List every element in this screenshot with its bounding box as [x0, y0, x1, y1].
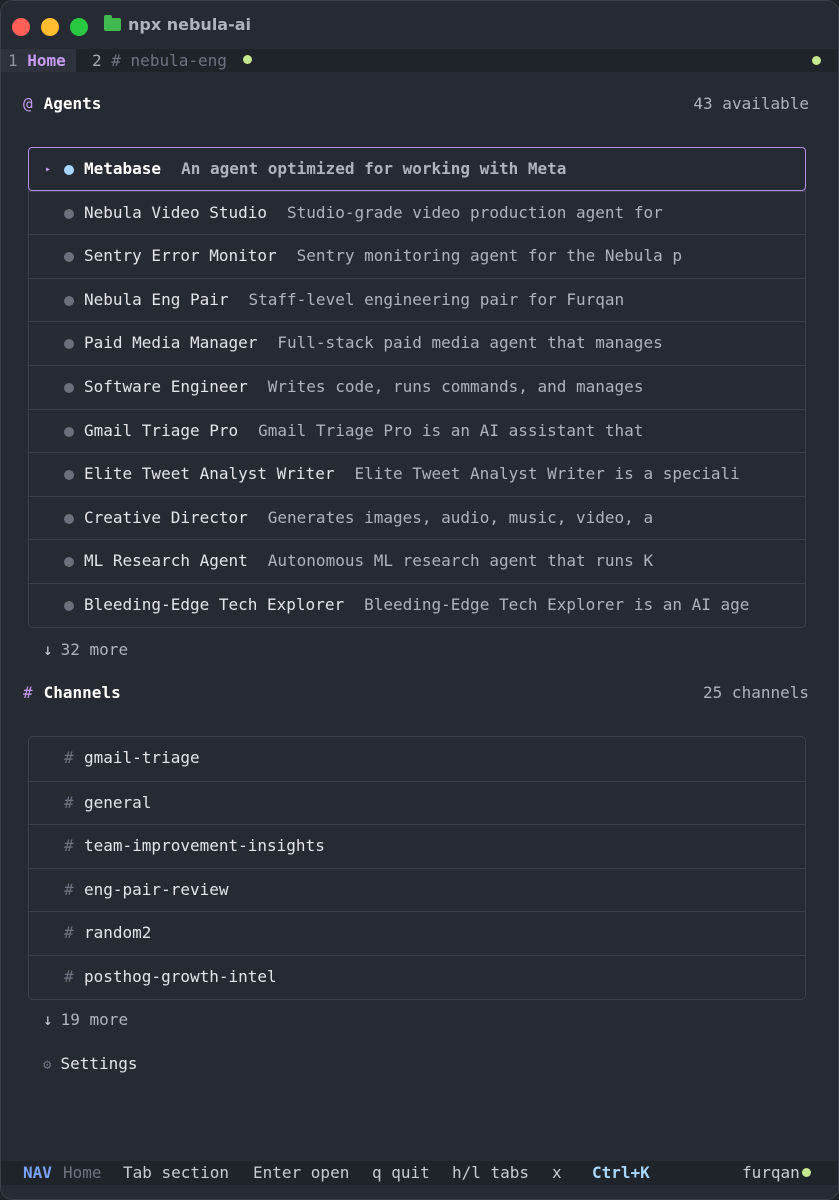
agent-name — [84, 235, 682, 277]
tab-label: Home — [27, 51, 66, 70]
hash-icon: # — [23, 683, 33, 702]
tab-label: # nebula-eng — [111, 51, 227, 70]
agents-list — [28, 147, 806, 628]
agent-status-dot-icon — [64, 209, 74, 219]
agent-name — [84, 497, 653, 539]
agent-status-dot-icon — [64, 252, 74, 262]
channel-row[interactable] — [29, 781, 805, 825]
settings-label: Settings — [60, 1054, 138, 1073]
agent-status-dot-icon — [64, 383, 74, 393]
agent-name — [84, 410, 643, 452]
connection-status-dot-icon — [812, 56, 821, 65]
agent-name — [84, 148, 566, 190]
agent-row[interactable] — [29, 278, 805, 322]
at-sign-icon: @ — [23, 94, 33, 113]
agent-row[interactable] — [29, 321, 805, 365]
agent-name-text: ML Research Agent — [84, 551, 248, 571]
channel-row[interactable] — [29, 737, 805, 781]
agent-status-dot-icon — [64, 557, 74, 567]
hash-icon: # — [64, 748, 74, 767]
agent-row[interactable] — [29, 452, 805, 496]
mode-indicator: NAV — [23, 1163, 52, 1182]
agent-name — [84, 584, 749, 626]
agent-description: Studio-grade video production agent for — [287, 202, 663, 222]
agent-description: An agent optimized for working with Meta — [181, 159, 567, 178]
agents-more-label: 32 more — [60, 640, 129, 659]
agent-name — [84, 322, 663, 364]
agent-description: Full-stack paid media agent that manages — [277, 333, 663, 353]
agent-row[interactable] — [29, 191, 805, 235]
gear-icon: ⚙ — [43, 1057, 52, 1073]
channels-more-link[interactable] — [43, 1009, 128, 1031]
agent-status-dot-icon — [64, 427, 74, 437]
hash-icon: # — [64, 879, 74, 899]
channel-name: random2 — [84, 923, 152, 943]
status-bar — [1, 1161, 838, 1185]
agent-row[interactable] — [29, 496, 805, 540]
agent-name — [84, 279, 624, 321]
agent-name-text: Sentry Error Monitor — [84, 246, 277, 266]
hash-icon: # — [64, 792, 74, 812]
agent-description: Elite Tweet Analyst Writer is a speciali — [354, 464, 740, 484]
hint-quit: q quit — [372, 1163, 430, 1182]
channel-row[interactable] — [29, 824, 805, 868]
hint-enter-open: Enter open — [253, 1163, 350, 1182]
agent-name-text: Bleeding-Edge Tech Explorer — [84, 594, 345, 614]
channel-row[interactable] — [29, 868, 805, 912]
tab-index: 1 — [8, 51, 18, 70]
agent-name — [84, 192, 663, 234]
arrow-down-icon: ↓ — [43, 640, 53, 659]
username: furqan — [742, 1163, 800, 1182]
hint-tab-section: Tab section — [123, 1163, 229, 1182]
agent-name — [84, 540, 653, 582]
channel-name: eng-pair-review — [84, 879, 229, 899]
caret-right-icon: ▸ — [45, 164, 52, 175]
agents-count: 43 available — [693, 94, 809, 113]
agent-name-text: Nebula Video Studio — [84, 202, 268, 222]
agent-status-dot-icon — [64, 165, 74, 175]
agent-name-text: Software Engineer — [84, 376, 248, 396]
unread-dot-icon — [243, 55, 252, 64]
agent-name — [84, 453, 740, 495]
channels-list — [28, 736, 806, 1000]
hash-icon: # — [64, 966, 74, 986]
window-title-group — [104, 15, 251, 34]
zoom-window-button[interactable] — [70, 18, 88, 36]
agent-row[interactable] — [29, 234, 805, 278]
tab-nebula-eng[interactable] — [85, 49, 262, 72]
channel-row[interactable] — [29, 955, 805, 999]
agent-status-dot-icon — [64, 514, 74, 524]
agents-title: Agents — [43, 94, 102, 113]
minimize-window-button[interactable] — [41, 18, 59, 36]
agent-status-dot-icon — [64, 601, 74, 611]
agent-name — [84, 366, 643, 408]
hash-icon: # — [64, 836, 74, 856]
agent-status-dot-icon — [64, 470, 74, 480]
settings-item[interactable] — [43, 1053, 138, 1076]
hash-icon: # — [64, 923, 74, 943]
agent-status-dot-icon — [64, 339, 74, 349]
channels-more-label: 19 more — [60, 1010, 129, 1029]
online-status-dot-icon — [802, 1168, 811, 1177]
agent-description: Sentry monitoring agent for the Nebula p — [296, 246, 682, 266]
agent-description: Gmail Triage Pro is an AI assistant that — [258, 420, 644, 440]
agent-row[interactable] — [29, 409, 805, 453]
channel-row[interactable] — [29, 911, 805, 955]
tab-bar — [1, 49, 838, 72]
tab-home[interactable] — [1, 49, 76, 72]
agent-description: Autonomous ML research agent that runs K — [267, 551, 654, 571]
agent-description: Writes code, runs commands, and manages — [267, 376, 644, 396]
agent-description: Staff-level engineering pair for Furqan — [248, 289, 625, 309]
agent-row[interactable] — [29, 583, 805, 627]
agent-description: Generates images, audio, music, video, a — [267, 507, 654, 527]
tab-index: 2 — [92, 51, 102, 70]
agent-name-text: Metabase — [84, 159, 162, 178]
agent-description: Bleeding-Edge Tech Explorer is an AI age — [364, 594, 750, 614]
agent-status-dot-icon — [64, 296, 74, 306]
channels-count: 25 channels — [703, 683, 809, 702]
channels-title: Channels — [43, 683, 121, 702]
channel-name: gmail-triage — [84, 748, 200, 767]
agent-name-text: Gmail Triage Pro — [84, 420, 239, 440]
channels-header — [23, 682, 809, 704]
arrow-down-icon: ↓ — [43, 1010, 53, 1029]
agent-row[interactable] — [28, 147, 806, 191]
hint-x: x — [552, 1163, 562, 1182]
window-title: npx nebula-ai — [128, 15, 252, 34]
channel-name: team-improvement-insights — [84, 836, 325, 856]
hint-tabs: h/l tabs — [452, 1163, 530, 1182]
close-window-button[interactable] — [12, 18, 30, 36]
location-indicator: Home — [63, 1163, 102, 1182]
agent-name-text: Elite Tweet Analyst Writer — [84, 464, 335, 484]
channel-name: general — [84, 792, 152, 812]
agents-header — [23, 93, 809, 115]
agent-row[interactable] — [29, 365, 805, 409]
channel-name: posthog-growth-intel — [84, 966, 277, 986]
agents-more-link[interactable] — [43, 639, 128, 661]
title-bar — [1, 1, 838, 49]
command-palette-shortcut[interactable]: Ctrl+K — [592, 1163, 650, 1182]
agent-name-text: Nebula Eng Pair — [84, 289, 229, 309]
folder-icon — [104, 18, 121, 31]
agent-name-text: Creative Director — [84, 507, 248, 527]
agent-row[interactable] — [29, 539, 805, 583]
agent-name-text: Paid Media Manager — [84, 333, 258, 353]
